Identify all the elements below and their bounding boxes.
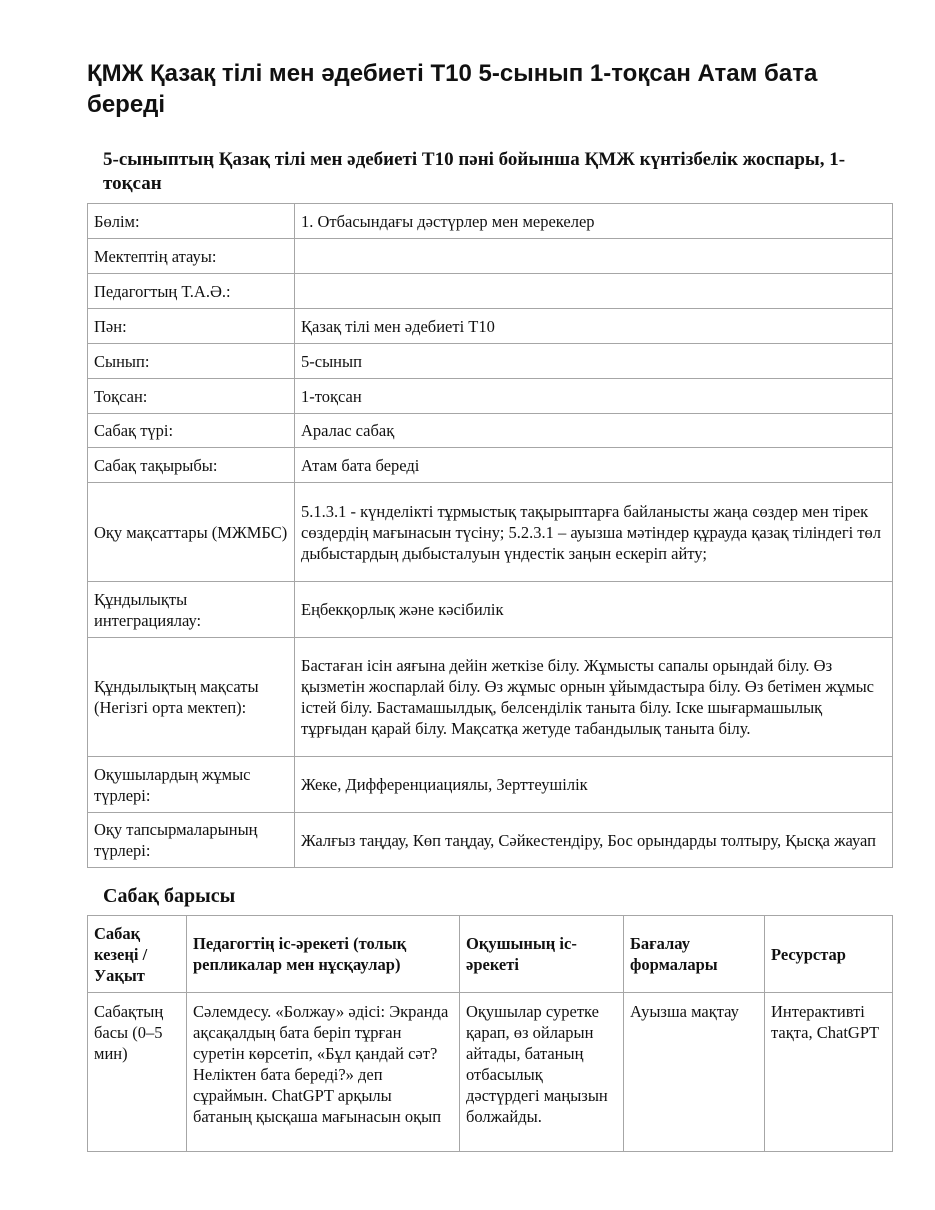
info-value: Қазақ тілі мен әдебиеті Т10 — [295, 309, 893, 344]
document-subtitle: 5-сыныптың Қазақ тілі мен әдебиеті Т10 пәні бойынша ҚМЖ күнтізбелік жоспары, 1-тоқсан — [103, 149, 846, 194]
info-value: 5-сынып — [295, 344, 893, 379]
info-value: 1. Отбасындағы дәстүрлер мен мерекелер — [295, 204, 893, 239]
info-key: Мектептің атауы: — [88, 239, 295, 274]
column-header-assessment: Бағалау формалары — [624, 916, 765, 993]
info-key: Құндылықты интеграциялау: — [88, 582, 295, 638]
info-key: Педагогтың Т.А.Ә.: — [88, 274, 295, 309]
info-row-learning-objectives — [88, 483, 893, 582]
document-title: ҚМЖ Қазақ тілі мен әдебиеті Т10 5-сынып 1-тоқсан Атам бата береді — [87, 60, 818, 118]
info-key: Тоқсан: — [88, 379, 295, 414]
info-key: Құндылықтың мақсаты (Негізгі орта мектеп): — [88, 638, 295, 757]
info-key: Сабақ түрі: — [88, 414, 295, 448]
info-value: Атам бата береді — [295, 448, 893, 483]
column-header-resources: Ресурстар — [765, 916, 893, 993]
info-row-lesson-topic — [88, 448, 893, 483]
info-value: Бастаған ісін аяғына дейін жеткізе білу. Жұмысты сапалы орындай білу. Өз қызметін жоспарлай білу. Өз жұмыс орнын ұйымдастыра білу. Өз бетімен жұмыс істей білу. Бастамашылдық, белсенділік таныта білу. Іске шығармашылық тұрғыдан қарай білу. Мақсатқа жетуде табандылық таныта білу. — [295, 638, 893, 757]
info-value: Аралас сабақ — [295, 414, 893, 448]
info-key: Сынып: — [88, 344, 295, 379]
cell-student-actions: Оқушылар суретке қарап, өз ойларын айтады, батаның отбасылық дәстүрдегі маңызын болжайды. — [460, 993, 624, 1152]
lesson-table-header-row — [88, 916, 893, 993]
info-row-lesson-type — [88, 414, 893, 448]
info-value: 1-тоқсан — [295, 379, 893, 414]
info-value: Жеке, Дифференциациялы, Зерттеушілік — [295, 757, 893, 813]
info-value: Еңбекқорлық және кәсібилік — [295, 582, 893, 638]
info-value: Жалғыз таңдау, Көп таңдау, Сәйкестендіру, Бос орындарды толтыру, Қысқа жауап — [295, 813, 893, 868]
info-key: Оқу тапсырмаларының түрлері: — [88, 813, 295, 868]
info-row-teacher — [88, 274, 893, 309]
info-value: 5.1.3.1 - күнделікті тұрмыстық тақырыптарға байланысты жаңа сөздер мен тірек сөздердің мағынасын түсіну; 5.2.3.1 – ауызша мәтіндер құрауда қазақ тіліндегі төл дыбыстардың дыбысталуын үндестік заңын ескеріп айту; — [295, 483, 893, 582]
info-key: Сабақ тақырыбы: — [88, 448, 295, 483]
info-row-school — [88, 239, 893, 274]
column-header-teacher-actions: Педагогтің іс-әрекеті (толық репликалар мен нұсқаулар) — [187, 916, 460, 993]
lesson-section-title: Сабақ барысы — [103, 885, 236, 907]
info-key: Оқу мақсаттары (МЖМБС) — [88, 483, 295, 582]
info-row-quarter — [88, 379, 893, 414]
info-key: Оқушылардың жұмыс түрлері: — [88, 757, 295, 813]
cell-assessment: Ауызша мақтау — [624, 993, 765, 1152]
column-header-stage: Сабақ кезеңі / Уақыт — [88, 916, 187, 993]
info-row-value-integration — [88, 582, 893, 638]
cell-teacher-actions: Сәлемдесу. «Болжау» әдісі: Экранда ақсақалдың бата беріп тұрған суретін көрсетіп, «Бұл қандай сәт? Неліктен бата береді?» деп сұраймын. ChatGPT арқылы батаның қысқаша мағынасын оқып — [187, 993, 460, 1152]
info-row-value-goal — [88, 638, 893, 757]
info-row-work-types — [88, 757, 893, 813]
lesson-info-table — [87, 203, 893, 868]
info-row-section — [88, 204, 893, 239]
info-row-grade — [88, 344, 893, 379]
info-key: Бөлім: — [88, 204, 295, 239]
lesson-flow-table — [87, 915, 893, 1152]
table-row — [88, 993, 893, 1152]
cell-resources: Интерактивті тақта, ChatGPT — [765, 993, 893, 1152]
info-row-subject — [88, 309, 893, 344]
info-value — [295, 239, 893, 274]
info-row-task-types — [88, 813, 893, 868]
column-header-student-actions: Оқушының іс-әрекеті — [460, 916, 624, 993]
info-key: Пән: — [88, 309, 295, 344]
info-value — [295, 274, 893, 309]
cell-stage: Сабақтың басы (0–5 мин) — [88, 993, 187, 1152]
